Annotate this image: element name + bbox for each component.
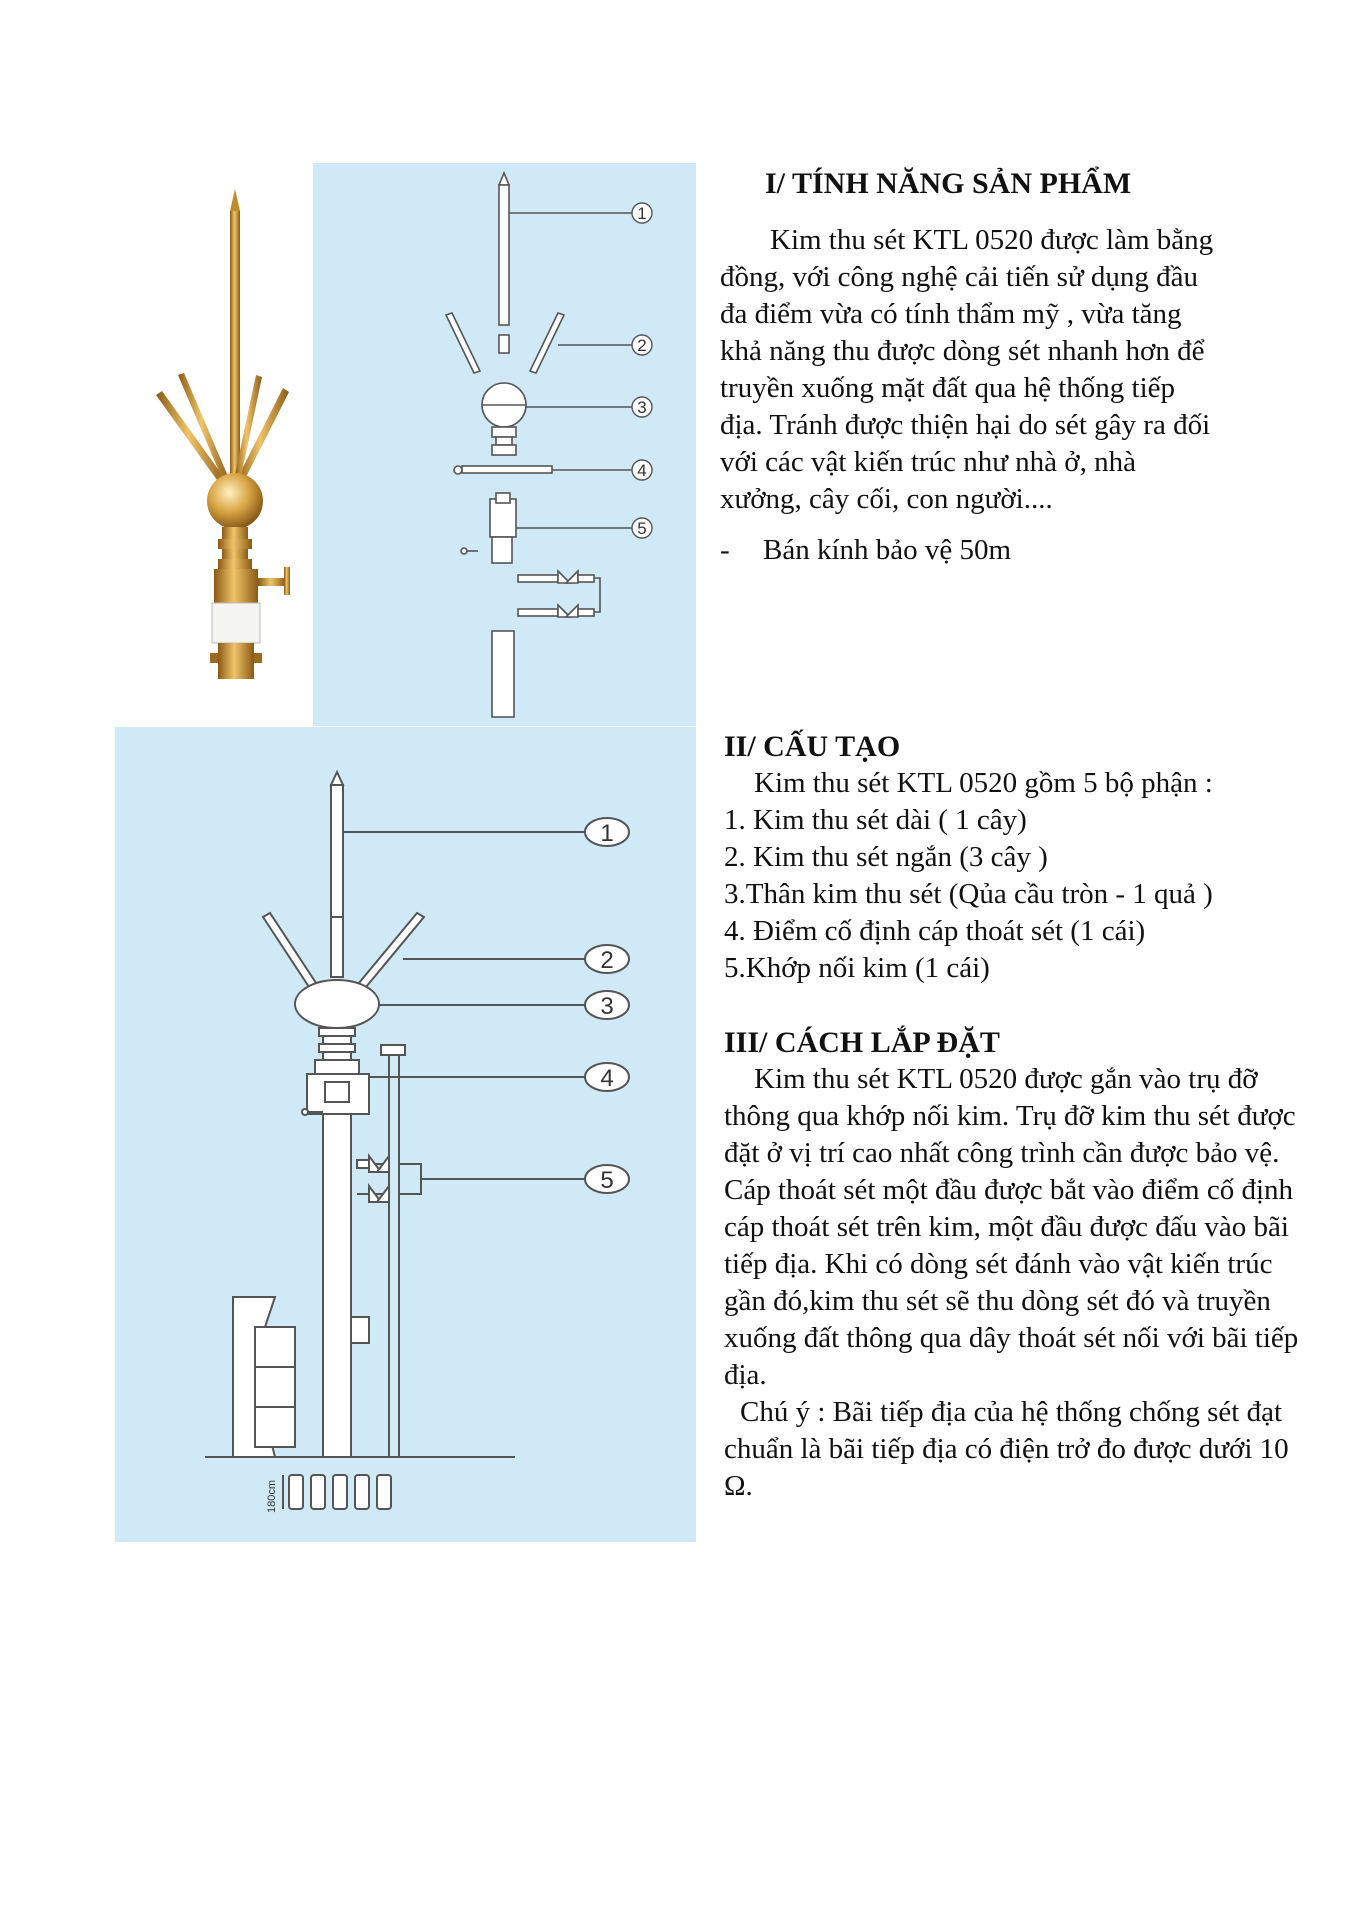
- exploded-view: [446, 173, 632, 717]
- section-features-paragraph: Kim thu sét KTL 0520 được làm bằng đồng, với công nghệ cải tiến sử dụng đầu đa điểm vừa có tính thẩm mỹ , vừa tăng khả năng thu được dòng sét nhanh hơn để truyền xuống mặt đất qua hệ thống tiếp địa. Tránh được thiện hại do sét gây ra đối với các vật kiến trúc như nhà ở, nhà xưởng, cây cối, con người....: [720, 224, 1214, 515]
- section-features: [720, 165, 1320, 569]
- part-number-labels-top: [632, 203, 652, 538]
- part-label: 5: [600, 1167, 614, 1194]
- structure-item: 1. Kim thu sét dài ( 1 cây): [724, 804, 1027, 836]
- part-number-labels-bottom: [585, 818, 629, 1194]
- product-exploded-diagram: [118, 163, 696, 726]
- section-features-heading: I/ TÍNH NĂNG SẢN PHẨM: [765, 167, 1132, 200]
- section-structure-heading: II/ CẤU TẠO: [724, 730, 901, 763]
- grounding-note: Chú ý : Bãi tiếp địa của hệ thống chống sét đạt chuẩn là bãi tiếp địa có điện trở đo được dưới 10 Ω.: [724, 1396, 1289, 1502]
- part-label: 2: [600, 947, 614, 974]
- lightning-rod-photo: [118, 163, 313, 726]
- structure-item: 3.Thân kim thu sét (Qủa cầu tròn - 1 quả ): [724, 878, 1213, 910]
- section-structure-intro: Kim thu sét KTL 0520 gồm 5 bộ phận :: [754, 767, 1213, 799]
- part-label: 4: [637, 461, 647, 480]
- product-illustration-panel: [118, 163, 696, 726]
- structure-item: 2. Kim thu sét ngắn (3 cây ): [724, 841, 1048, 873]
- part-label: 1: [637, 204, 647, 223]
- installation-diagram-panel: [115, 727, 696, 1542]
- part-label: 3: [637, 398, 647, 417]
- installation-diagram: [115, 727, 696, 1542]
- protection-radius-text: Bán kính bảo vệ 50m: [763, 534, 1012, 566]
- structure-item: 5.Khớp nối kim (1 cái): [724, 952, 990, 984]
- structure-item: 4. Điểm cố định cáp thoát sét (1 cái): [724, 915, 1146, 947]
- section-installation-paragraph: Kim thu sét KTL 0520 được gắn vào trụ đỡ thông qua khớp nối kim. Trụ đỡ kim thu sét được đặt ở vị trí cao nhất công trình cần được bảo vệ. Cáp thoát sét một đầu được bắt vào điểm cố định cáp thoát sét trên kim, một đầu được đấu vào bãi tiếp địa. Khi có dòng sét đánh vào vật kiến trúc gần đó,kim thu sét sẽ thu dòng sét đó và truyền xuống đất thông qua dây thoát sét nối với bãi tiếp địa.: [724, 1063, 1299, 1391]
- section-installation: [724, 1024, 1304, 1505]
- part-label: 4: [600, 1065, 614, 1092]
- section-structure: [724, 728, 1344, 987]
- part-label: 2: [637, 336, 647, 355]
- section-installation-heading: III/ CÁCH LẮP ĐẶT: [724, 1026, 1000, 1059]
- dimension-label: 180cm: [266, 1479, 278, 1513]
- protection-radius-bullet: [720, 532, 1320, 569]
- bullet-marker: -: [720, 534, 730, 566]
- part-label: 1: [600, 820, 614, 847]
- part-label: 5: [637, 519, 647, 538]
- installation-line-drawing: [205, 772, 585, 1509]
- part-label: 3: [600, 993, 614, 1020]
